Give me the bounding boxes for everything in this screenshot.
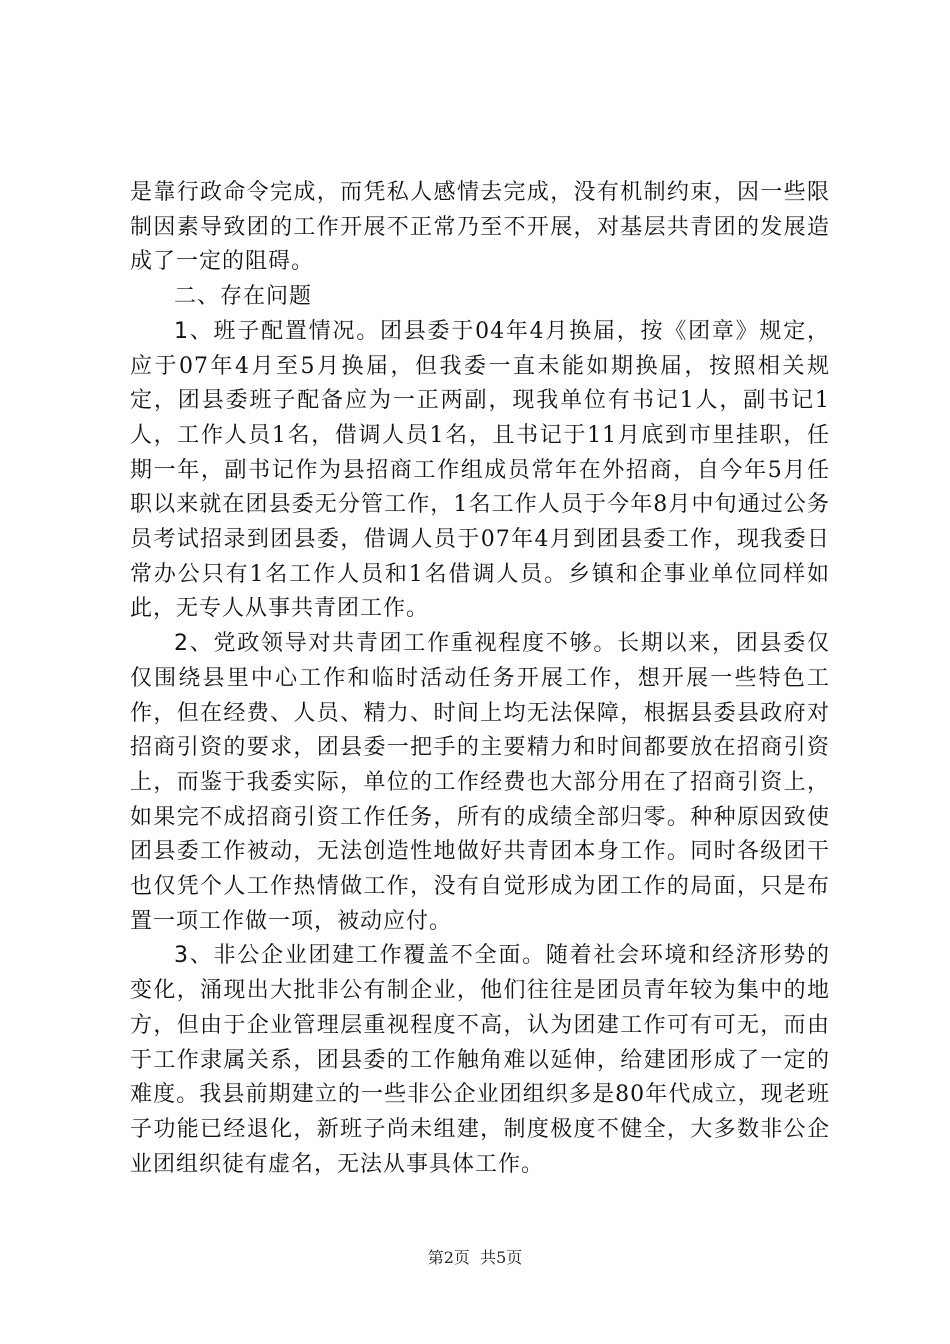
list-item-3 — [130, 939, 830, 1182]
list-item-2-lead: 2、党政领导对共青团工作重视程度不够。 — [174, 631, 618, 657]
list-item-2 — [130, 627, 830, 939]
page-total: 共5页 — [480, 1248, 523, 1267]
list-item-2-body: 长期以来，团县委仅仅围绕县里中心工作和临时活动任务开展工作，想开展一些特色工作，但在经费、人员、精力、时间上均无法保障，根据县委县政府对招商引资的要求，团县委一把手的主要精力和时间都要放在招商引资上，而鉴于我委实际，单位的工作经费也大部分用在了招商引资上，如果完不成招商引资工作任务，所有的成绩全部归零。种种原因致使团县委工作被动，无法创造性地做好共青团本身工作。同时各级团干也仅凭个人工作热情做工作，没有自觉形成为团工作的局面，只是布置一项工作做一项，被动应付。 — [130, 631, 830, 934]
page-footer — [0, 1245, 950, 1268]
section-heading: 二、存在问题 — [174, 284, 313, 310]
list-item-1-lead: 1、班子配置情况。 — [174, 318, 380, 344]
list-item-1-body: 团县委于04年4月换届，按《团章》规定，应于07年4月至5月换届，但我委一直未能如期换届，按照相关规定，团县委班子配备应为一正两副，现我单位有书记1人，副书记1人，工作人员1名，借调人员1名，且书记于11月底到市里挂职，任期一年，副书记作为县招商工作组成员常年在外招商，自今年5月任职以来就在团县委无分管工作，1名工作人员于今年8月中旬通过公务员考试招录到团县委，借调人员于07年4月到团县委工作，现我委日常办公只有1名工作人员和1名借调人员。乡镇和企事业单位同样如此，无专人从事共青团工作。 — [130, 318, 830, 622]
list-item-3-body: 随着社会环境和经济形势的变化，涌现出大批非公有制企业，他们往往是团员青年较为集中的地方，但由于企业管理层重视程度不高，认为团建工作可有可无，而由于工作隶属关系，团县委的工作触角难以延伸，给建团形成了一定的难度。我县前期建立的一些非公企业团组织多是80年代成立，现老班子功能已经退化，新班子尚未组建，制度极度不健全，大多数非公企业团组织徒有虚名，无法从事具体工作。 — [130, 943, 830, 1177]
document-body — [130, 176, 830, 1182]
page-number: 第2页 — [427, 1248, 470, 1267]
list-item-3-lead: 3、非公企业团建工作覆盖不全面。 — [174, 943, 546, 969]
list-item-1 — [130, 315, 830, 627]
paragraph-continuation: 是靠行政命令完成，而凭私人感情去完成，没有机制约束，因一些限制因素导致团的工作开展不正常乃至不开展，对基层共青团的发展造成了一定的阻碍。 — [130, 180, 830, 275]
